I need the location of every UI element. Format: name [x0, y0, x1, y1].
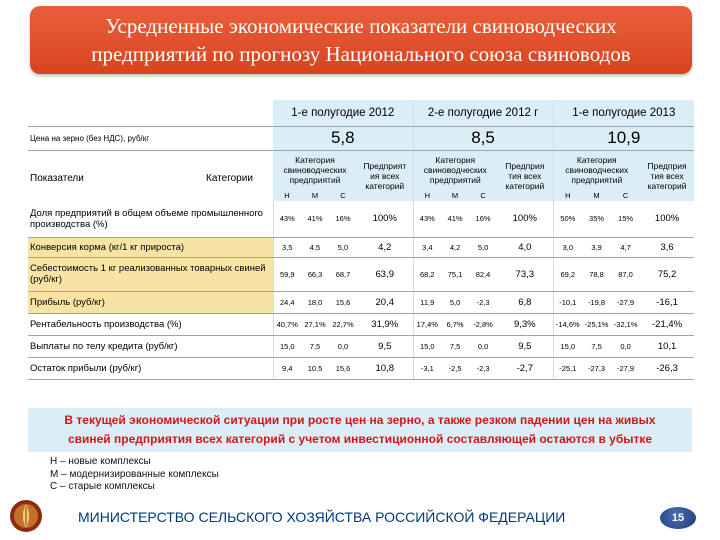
value-cell: 15,0: [273, 335, 301, 357]
value-cell: 27,1%: [301, 313, 329, 335]
value-cell: 9,4: [273, 357, 301, 379]
row-label: Конверсия корма (кг/1 кг прироста): [28, 237, 273, 257]
value-cell: -27,3: [582, 357, 611, 379]
value-cell: 59,9: [273, 257, 301, 291]
value-cell: 0,0: [329, 335, 357, 357]
table-body: [28, 201, 694, 379]
sub-header-c: С: [469, 190, 497, 201]
table-row: [28, 335, 694, 357]
value-cell: -32,1%: [611, 313, 640, 335]
total-cell: 9,5: [497, 335, 553, 357]
sub-header-n: Н: [413, 190, 441, 201]
value-cell: -2,8%: [469, 313, 497, 335]
value-cell: 0,0: [469, 335, 497, 357]
value-cell: 40,7%: [273, 313, 301, 335]
total-cell: 10,8: [357, 357, 413, 379]
total-cell: -16,1: [640, 291, 694, 313]
value-cell: 66,3: [301, 257, 329, 291]
value-cell: -25,1: [553, 357, 582, 379]
sub-header-m: М: [301, 190, 329, 201]
value-cell: -2,3: [469, 291, 497, 313]
value-cell: 41%: [441, 201, 469, 237]
value-cell: -2,5: [441, 357, 469, 379]
value-cell: 75,1: [441, 257, 469, 291]
total-cell: -26,3: [640, 357, 694, 379]
total-cell: 3,6: [640, 237, 694, 257]
value-cell: 69,2: [553, 257, 582, 291]
row-label: Доля предприятий в общем объеме промышленного производства (%): [28, 201, 273, 237]
period-header-3: 1-е полугодие 2013: [553, 100, 694, 126]
legend: [50, 456, 219, 494]
sub-header-c: С: [611, 190, 640, 201]
period-header-2: 2-е полугодие 2012 г: [413, 100, 553, 126]
indicators-table: [28, 100, 694, 380]
legend-item: С – старые комплексы: [50, 481, 155, 492]
table-row: [28, 237, 694, 257]
value-cell: 68,7: [329, 257, 357, 291]
period-header-1: 1-е полугодие 2012: [273, 100, 413, 126]
conclusion-box: [28, 408, 692, 452]
value-cell: 3,5: [273, 237, 301, 257]
categories-header: Категории: [206, 172, 253, 184]
total-cell: -2,7: [497, 357, 553, 379]
value-cell: 41%: [301, 201, 329, 237]
total-cell: 10,1: [640, 335, 694, 357]
value-cell: 87,0: [611, 257, 640, 291]
value-cell: 4,5: [301, 237, 329, 257]
value-cell: -3,1: [413, 357, 441, 379]
table-row: [28, 257, 694, 291]
total-cell: 100%: [497, 201, 553, 237]
total-cell: 73,3: [497, 257, 553, 291]
value-cell: 10,5: [301, 357, 329, 379]
all-categories-header: Предприят ия всех категорий: [357, 150, 413, 201]
value-cell: 4,7: [611, 237, 640, 257]
total-cell: 75,2: [640, 257, 694, 291]
title-line-2: предприятий по прогнозу Национального союза свиноводов: [91, 42, 631, 66]
table-row: [28, 357, 694, 379]
value-cell: 43%: [273, 201, 301, 237]
table-row: [28, 291, 694, 313]
value-cell: 82,4: [469, 257, 497, 291]
category-group-header: Категория свиноводческих предприятий: [273, 150, 357, 190]
value-cell: 15%: [611, 201, 640, 237]
value-cell: 7,5: [582, 335, 611, 357]
value-cell: -27,9: [611, 291, 640, 313]
grain-price-value: 10,9: [553, 126, 694, 150]
value-cell: -19,8: [582, 291, 611, 313]
value-cell: 17,4%: [413, 313, 441, 335]
value-cell: 6,7%: [441, 313, 469, 335]
value-cell: -27,9: [611, 357, 640, 379]
value-cell: -25,1%: [582, 313, 611, 335]
value-cell: 5,0: [469, 237, 497, 257]
table-row: [28, 313, 694, 335]
row-label: Выплаты по телу кредита (руб/кг): [28, 335, 273, 357]
value-cell: 15,6: [329, 357, 357, 379]
legend-item: М – модернизированные комплексы: [50, 468, 219, 480]
value-cell: 16%: [329, 201, 357, 237]
value-cell: 15,0: [413, 335, 441, 357]
value-cell: -10,1: [553, 291, 582, 313]
sub-header-m: М: [582, 190, 611, 201]
indicators-header: Показатели: [30, 172, 84, 184]
total-cell: 100%: [640, 201, 694, 237]
grain-price-value: 8,5: [413, 126, 553, 150]
value-cell: 5,0: [441, 291, 469, 313]
total-cell: 9,5: [357, 335, 413, 357]
row-label: Рентабельность производства (%): [28, 313, 273, 335]
row-label: Остаток прибыли (руб/кг): [28, 357, 273, 379]
value-cell: 15,0: [553, 335, 582, 357]
category-group-header: Категория свиноводческих предприятий: [553, 150, 640, 190]
total-cell: 4,2: [357, 237, 413, 257]
value-cell: -14,6%: [553, 313, 582, 335]
value-cell: 68,2: [413, 257, 441, 291]
total-cell: 31,9%: [357, 313, 413, 335]
title-line-1: Усредненные экономические показатели свиноводческих: [105, 14, 617, 38]
all-categories-header: Предприя тия всех категорий: [497, 150, 553, 201]
value-cell: 78,8: [582, 257, 611, 291]
value-cell: -2,3: [469, 357, 497, 379]
footer-ministry: МИНИСТЕРСТВО СЕЛЬСКОГО ХОЗЯЙСТВА РОССИЙСКОЙ ФЕДЕРАЦИИ: [78, 509, 566, 525]
conclusion-line-1: В текущей экономической ситуации при росте цен на зерно, а также резком падении цен на живых: [64, 413, 656, 427]
value-cell: 24,4: [273, 291, 301, 313]
value-cell: 3,4: [413, 237, 441, 257]
legend-item: Н – новые комплексы: [50, 456, 151, 467]
row-label: Прибыль (руб/кг): [28, 291, 273, 313]
grain-price-value: 5,8: [273, 126, 413, 150]
sub-header-m: М: [441, 190, 469, 201]
sub-header-n: Н: [273, 190, 301, 201]
total-cell: 9,3%: [497, 313, 553, 335]
total-cell: 6,8: [497, 291, 553, 313]
total-cell: 63,9: [357, 257, 413, 291]
all-categories-header: Предприя тия всех категорий: [640, 150, 694, 201]
value-cell: 7,5: [441, 335, 469, 357]
total-cell: -21,4%: [640, 313, 694, 335]
value-cell: 50%: [553, 201, 582, 237]
table-row: [28, 201, 694, 237]
value-cell: 0,0: [611, 335, 640, 357]
sub-header-c: С: [329, 190, 357, 201]
value-cell: 22,7%: [329, 313, 357, 335]
ministry-emblem-icon: [8, 498, 44, 534]
page-number-badge: 15: [660, 507, 696, 529]
header-corner: [28, 150, 273, 201]
value-cell: 43%: [413, 201, 441, 237]
grain-price-label: Цена на зерно (без НДС), руб/кг: [28, 126, 273, 150]
total-cell: 4,0: [497, 237, 553, 257]
value-cell: 11,9: [413, 291, 441, 313]
value-cell: 15,6: [329, 291, 357, 313]
conclusion-line-2: свиней предприятия всех категорий с учетом инвестиционной составляющей остаются в убытке: [67, 432, 653, 446]
value-cell: 4,2: [441, 237, 469, 257]
total-cell: 20,4: [357, 291, 413, 313]
sub-header-n: Н: [553, 190, 582, 201]
value-cell: 18,0: [301, 291, 329, 313]
row-label: Себестоимость 1 кг реализованных товарных свиней (руб/кг): [28, 257, 273, 291]
value-cell: 7,5: [301, 335, 329, 357]
category-group-header: Категория свиноводческих предприятий: [413, 150, 497, 190]
value-cell: 3,9: [582, 237, 611, 257]
value-cell: 35%: [582, 201, 611, 237]
title-banner: [30, 6, 692, 74]
value-cell: 5,0: [329, 237, 357, 257]
value-cell: 3,0: [553, 237, 582, 257]
total-cell: 100%: [357, 201, 413, 237]
value-cell: 16%: [469, 201, 497, 237]
